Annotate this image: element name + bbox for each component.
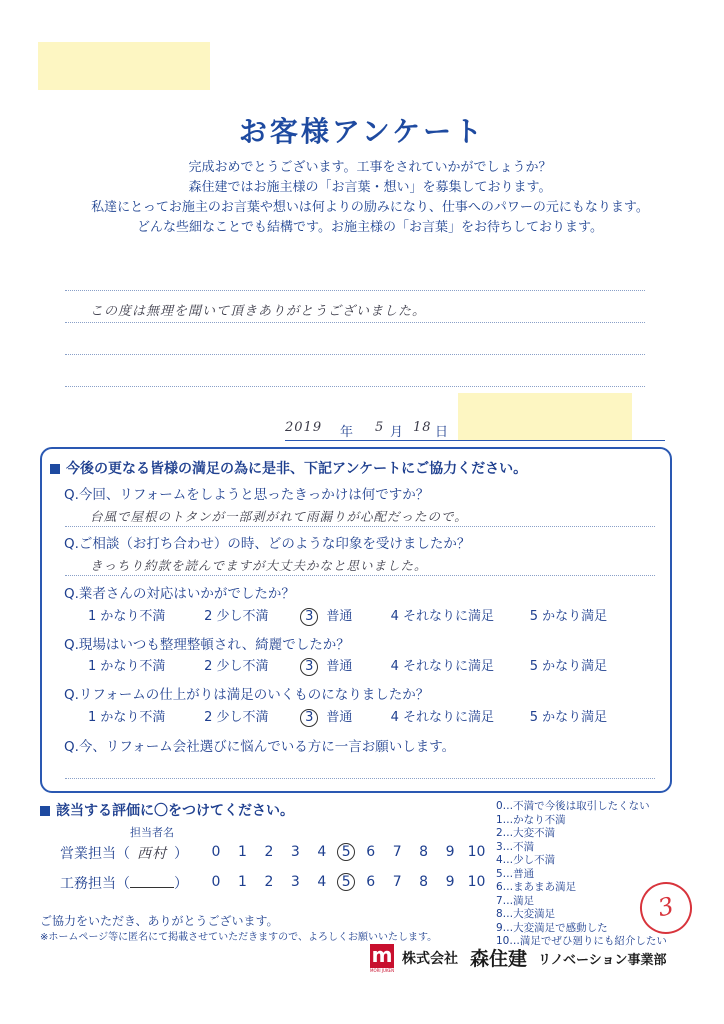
q5-options — [88, 706, 607, 727]
rating-header-text: 該当する評価に〇をつけてください。 — [56, 803, 294, 819]
option-1: 1 かなり不満 — [88, 609, 166, 624]
scale-6: 6 — [366, 844, 376, 860]
scale-7: 7 — [392, 874, 402, 890]
option-4: 4 それなりに満足 — [390, 710, 494, 725]
intro-line-3: 私達にとってお施主のお言葉や想いは何よりの励みになり、仕事へのパワーの元にもなります。 — [91, 200, 649, 215]
question-1: Q.今回、リフォームをしようと思ったきっかけは何ですか？ — [64, 487, 430, 503]
intro-line-4: どんな些細なことでも結構です。お施主様の「お言葉」をお待ちしております。 — [137, 220, 603, 235]
sales-scale — [205, 843, 488, 861]
ruled-line — [65, 575, 655, 576]
legend-item: 4…少し不満 — [496, 854, 556, 866]
works-label: 工務担当（ — [60, 876, 130, 892]
redacted-name-top — [38, 42, 210, 90]
logo-subtext: MORI JUKEN — [370, 968, 395, 973]
legend-item: 1…かなり不満 — [496, 813, 566, 826]
scale-9: 9 — [445, 874, 455, 890]
logo-letter: m — [371, 943, 393, 967]
option-5: 5 かなり満足 — [529, 659, 608, 674]
option-3-label: 普通 — [326, 659, 353, 674]
scale-4: 4 — [317, 874, 327, 890]
scale-0: 0 — [211, 874, 221, 890]
q4-options — [88, 655, 607, 676]
option-1: 1 かなり不満 — [88, 710, 166, 725]
option-2: 2 少し不満 — [204, 659, 269, 674]
scale-5-circled: 5 — [337, 873, 355, 891]
company-division: リノベーション事業部 — [538, 953, 667, 968]
works-dash — [130, 879, 174, 888]
option-3-circled: 3 — [300, 709, 318, 727]
option-1: 1 かなり不満 — [88, 659, 166, 674]
answer-1: 台風で屋根のトタンが一部剥がれて雨漏りが心配だったので。 — [90, 509, 468, 524]
option-3-label: 普通 — [326, 609, 353, 624]
legend-item: 5…普通 — [496, 867, 535, 880]
q3-options — [88, 605, 607, 626]
scale-2: 2 — [264, 844, 274, 860]
square-bullet-icon — [40, 806, 50, 816]
date-row — [285, 420, 665, 441]
option-3-circled: 3 — [300, 658, 318, 676]
legend-item: 9…大変満足で感動した — [496, 921, 608, 934]
ruled-line — [65, 526, 655, 527]
date-month-label: 月 — [390, 425, 404, 440]
sales-close: ） — [174, 846, 188, 862]
footer-note: ※ホームページ等に匿名にて掲載させていただきますので、よろしくお願いいたします。 — [40, 932, 438, 943]
question-4: Q.現場はいつも整理整頓され、綺麗でしたか？ — [64, 637, 350, 653]
scale-3: 3 — [290, 874, 300, 890]
legend-item: 3…不満 — [496, 840, 535, 853]
survey-header — [50, 458, 527, 478]
legend-item: 0…不満で今後は取引したくない — [496, 800, 650, 812]
person-label: 担当者名 — [130, 826, 174, 839]
answer-2: きっちり約款を読んでますが大丈夫かなと思いました。 — [90, 558, 428, 573]
scale-8: 8 — [419, 874, 429, 890]
works-close: ） — [174, 876, 188, 892]
rating-header — [40, 800, 294, 820]
company-brand: 森住建 — [470, 948, 528, 970]
scale-1: 1 — [237, 844, 247, 860]
scale-8: 8 — [419, 844, 429, 860]
logo-mark-icon — [370, 944, 394, 968]
sales-label: 営業担当（ — [60, 846, 130, 862]
company-logo — [370, 944, 670, 974]
option-5: 5 かなり満足 — [529, 609, 608, 624]
legend-item: 2…大変不満 — [496, 827, 556, 839]
option-2: 2 少し不満 — [204, 609, 269, 624]
sales-row — [60, 843, 188, 863]
option-4: 4 それなりに満足 — [390, 659, 494, 674]
works-scale — [205, 873, 488, 891]
sales-name: 西村 — [137, 846, 167, 862]
option-3-circled: 3 — [300, 608, 318, 626]
page-title: お客様アンケート — [238, 115, 486, 148]
scale-3: 3 — [290, 844, 300, 860]
ruled-line — [65, 290, 645, 291]
scale-0: 0 — [211, 844, 221, 860]
question-6: Q.今、リフォーム会社選びに悩んでいる方に一言お願いします。 — [64, 739, 456, 755]
date-month: 5 — [375, 420, 385, 435]
question-2: Q.ご相談（お打ち合わせ）の時、どのような印象を受けましたか？ — [64, 536, 471, 552]
ruled-line — [65, 354, 645, 355]
date-day-label: 日 — [435, 425, 449, 440]
ruled-line — [65, 778, 655, 779]
square-bullet-icon — [50, 464, 60, 474]
scale-5-circled: 5 — [337, 843, 355, 861]
intro-line-1: 完成おめでとうございます。工事をされていかがでしょうか？ — [188, 160, 552, 175]
question-3: Q.業者さんの対応はいかがでしたか？ — [64, 586, 295, 602]
scale-1: 1 — [237, 874, 247, 890]
legend-item: 10…満足でぜひ廻りにも紹介したい — [496, 935, 667, 947]
scale-7: 7 — [392, 844, 402, 860]
legend-item: 7…満足 — [496, 894, 535, 907]
option-5: 5 かなり満足 — [529, 710, 608, 725]
ruled-line — [65, 386, 645, 387]
scale-10: 10 — [467, 874, 486, 890]
company-type: 株式会社 — [402, 951, 458, 967]
date-year-label: 年 — [340, 425, 354, 440]
question-5: Q.リフォームの仕上がりは満足のいくものになりましたか？ — [64, 687, 430, 703]
date-day: 18 — [413, 420, 432, 435]
footer-thanks: ご協力をいただき、ありがとうございます。 — [40, 914, 279, 928]
option-3-label: 普通 — [326, 710, 353, 725]
intro-line-2: 森住建ではお施主様の「お言葉・想い」を募集しております。 — [188, 180, 552, 195]
scale-4: 4 — [317, 844, 327, 860]
scale-10: 10 — [467, 844, 486, 860]
option-4: 4 それなりに満足 — [390, 609, 494, 624]
rating-legend — [496, 800, 667, 949]
ruled-line — [65, 322, 645, 323]
handwritten-comment: この度は無理を聞いて頂きありがとうございました。 — [90, 304, 427, 319]
legend-item: 8…大変満足 — [496, 908, 556, 920]
works-row — [60, 873, 188, 893]
scale-2: 2 — [264, 874, 274, 890]
option-2: 2 少し不満 — [204, 710, 269, 725]
handwritten-rating-value: 3 — [655, 891, 677, 923]
date-year: 2019 — [285, 420, 323, 435]
legend-item: 6…まあまあ満足 — [496, 881, 577, 893]
scale-9: 9 — [445, 844, 455, 860]
scale-6: 6 — [366, 874, 376, 890]
survey-header-text: 今後の更なる皆様の満足の為に是非、下記アンケートにご協力ください。 — [66, 461, 528, 477]
